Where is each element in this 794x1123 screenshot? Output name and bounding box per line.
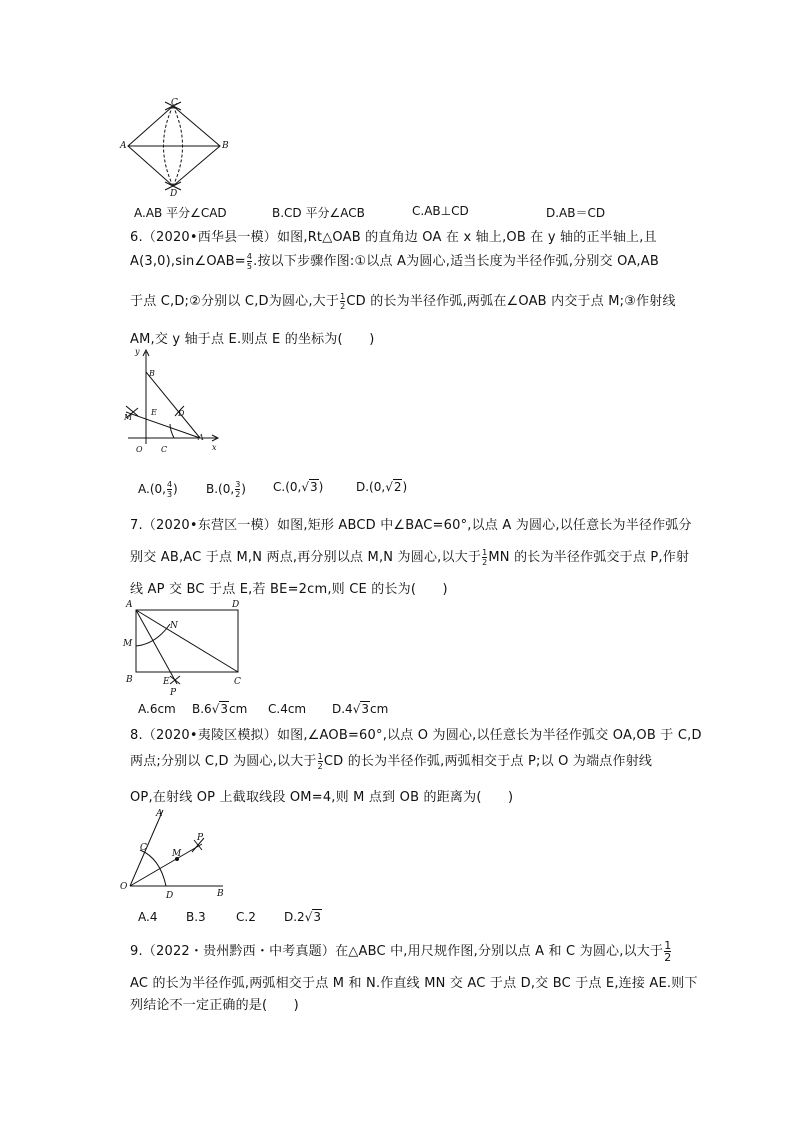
q7-label-e: E: [163, 677, 170, 687]
q8-label-p: P: [197, 833, 204, 843]
q6-label-e: E: [151, 408, 157, 417]
q8-line3: OP,在射线 OP 上截取线段 OM=4,则 M 点到 OB 的距离为( ): [130, 790, 514, 805]
q6-label-o: O: [136, 445, 143, 454]
q7-label-m: M: [123, 639, 133, 649]
q6-option-a: A.(0, $\frac{4}{3}$ ): [138, 480, 178, 499]
q8-line2: 两点;分别以 C,D 为圆心,以大于 $\frac{1}{2}$ CD 的长为半径作弧,两弧相交于点 P;以 O 为端点作射线: [130, 752, 653, 771]
q7-label-b: B: [126, 675, 133, 685]
q6-line2: A(3,0),sin∠OAB= $\frac{4}{5}$ .按以下步骤作图:①以点 A为圆心,适当长度为半径作弧,分别交 OA,AB: [130, 252, 659, 271]
q8-option-b: B.3: [186, 910, 206, 924]
q8-line1: 8.（2020•夷陵区模拟）如图,∠AOB=60°,以点 O 为圆心,以任意长为半径作弧交 OA,OB 于 C,D: [130, 728, 702, 743]
q5-label-a: A: [120, 141, 127, 151]
q8-option-a: A.4: [138, 910, 158, 924]
q7-label-d: D: [232, 600, 240, 610]
q6-label-b: B: [149, 369, 155, 378]
q6-label-a: A: [198, 433, 204, 442]
q8-label-o: O: [120, 882, 128, 892]
q8-label-m: M: [172, 849, 182, 859]
q6-line4: AM,交 y 轴于点 E.则点 E 的坐标为( ): [130, 332, 375, 347]
q9-line1: 9.（2022・贵州黔西・中考真题）在△ABC 中,用尺规作图,分别以点 A 和 C 为圆心,以大于 $\frac{1}{2}$: [130, 939, 672, 964]
q5-label-d: D: [170, 189, 178, 199]
q5-label-b: B: [222, 141, 229, 151]
q7-option-b: B.6√3cm: [192, 702, 248, 716]
q6-line3: 于点 C,D;②分别以 C,D为圆心,大于 $\frac{1}{2}$ CD 的长为半径作弧,两弧在∠OAB 内交于点 M;③作射线: [130, 292, 676, 311]
q5-option-a: A.AB 平分∠CAD: [134, 206, 227, 220]
q7-line3: 线 AP 交 BC 于点 E,若 BE=2cm,则 CE 的长为( ): [130, 582, 448, 597]
q7-option-d: D.4√3cm: [332, 702, 389, 716]
q6-option-b: B.(0, $\frac{3}{2}$ ): [206, 480, 246, 499]
q7-label-p: P: [170, 688, 177, 698]
q8-option-d: D.2√3: [284, 910, 321, 924]
q6-option-d: D.(0,√2): [356, 480, 408, 494]
q7-line1: 7.（2020•东营区一模）如图,矩形 ABCD 中∠BAC=60°,以点 A 为圆心,以任意长为半径作弧分: [130, 518, 692, 533]
q6-label-c: C: [161, 445, 168, 454]
q6-figure: [118, 346, 228, 461]
q8-label-a: A: [156, 809, 163, 819]
q8-label-b: B: [217, 889, 224, 899]
q7-option-a: A.6cm: [138, 702, 176, 716]
q6-label-m: M: [124, 413, 133, 422]
q7-line2: 别交 AB,AC 于点 M,N 两点,再分别以点 M,N 为圆心,以大于 $\frac{1}{2}$ MN 的长为半径作弧交于点 P,作射: [130, 548, 690, 567]
q9-line3: 列结论不一定正确的是( ): [130, 998, 299, 1013]
q6-label-y: y: [135, 347, 140, 356]
q7-label-a: A: [126, 600, 133, 610]
q7-figure: [118, 596, 248, 698]
q6-option-c: C.(0,√3): [273, 480, 324, 494]
q6-line1: 6.（2020•西华县一模）如图,Rt△OAB 的直角边 OA 在 x 轴上,OB 在 y 轴的正半轴上,且: [130, 230, 657, 245]
q5-option-d: D.AB＝CD: [546, 206, 606, 220]
q8-label-c: C: [140, 843, 147, 853]
q5-option-b: B.CD 平分∠ACB: [272, 206, 365, 220]
q7-option-c: C.4cm: [268, 702, 307, 716]
q8-label-d: D: [166, 891, 174, 900]
q5-label-c: C: [171, 98, 178, 108]
q8-figure: [118, 806, 243, 900]
q7-label-c: C: [234, 677, 241, 687]
q9-line2: AC 的长为半径作弧,两弧相交于点 M 和 N.作直线 MN 交 AC 于点 D,交 BC 于点 E,连接 AE.则下: [130, 976, 698, 991]
q5-option-c: C.AB⊥CD: [412, 204, 469, 218]
q8-option-c: C.2: [236, 910, 256, 924]
q6-label-d: D: [178, 409, 185, 418]
q5-figure: [118, 96, 233, 200]
q7-label-n: N: [170, 621, 178, 631]
q6-label-x: x: [212, 443, 217, 452]
